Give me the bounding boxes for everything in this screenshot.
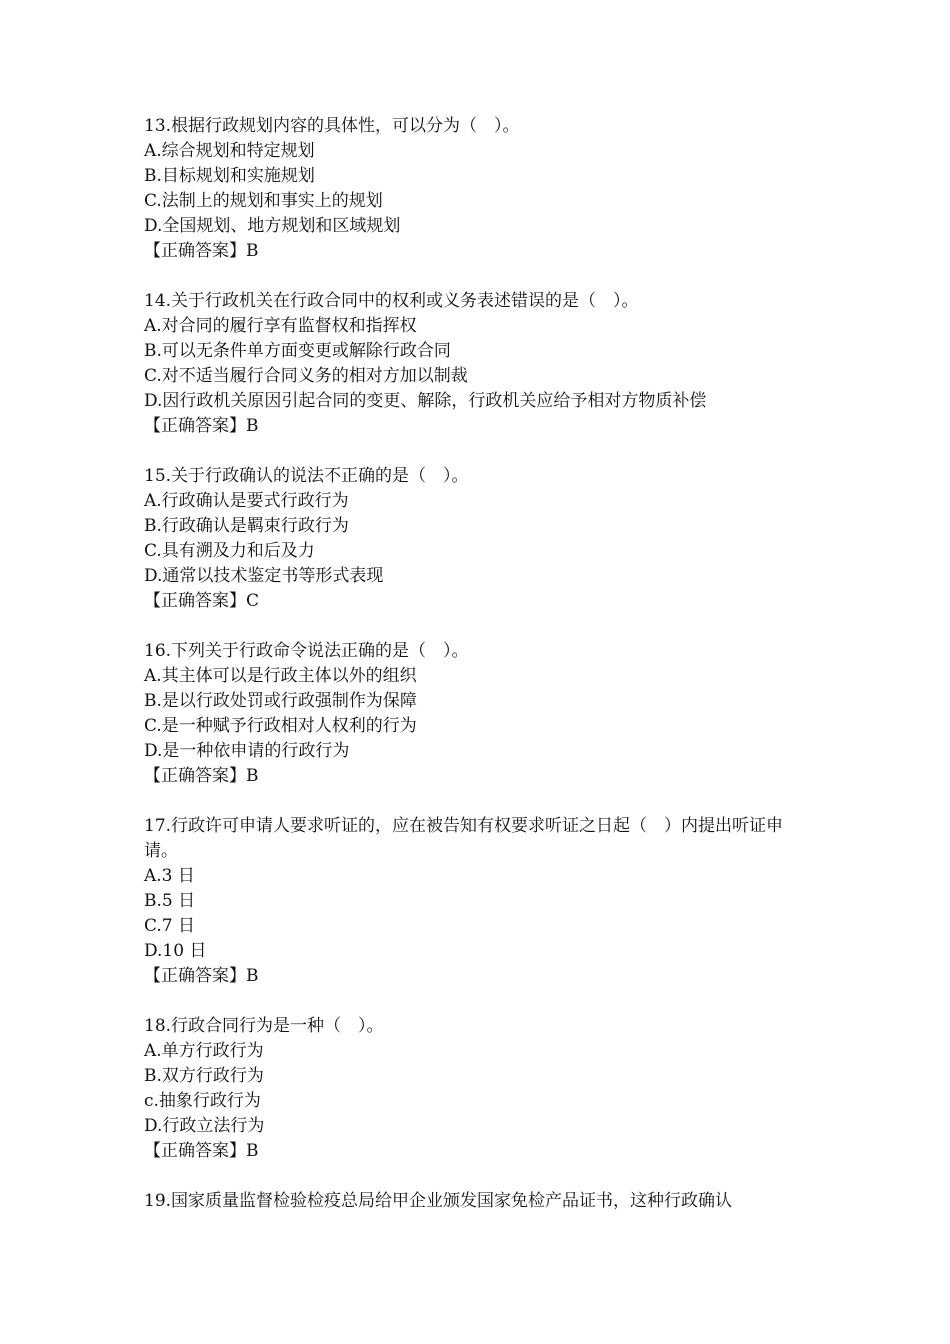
question-13 — [144, 114, 814, 264]
question-stem: 15.关于行政确认的说法不正确的是（ ）。 — [144, 466, 469, 486]
option-a: A.综合规划和特定规划 — [144, 141, 315, 161]
option-a: A.行政确认是要式行政行为 — [144, 491, 349, 511]
question-stem: 19.国家质量监督检验检疫总局给甲企业颁发国家免检产品证书，这种行政确认 — [144, 1191, 733, 1211]
option-c: C.是一种赋予行政相对人权利的行为 — [144, 716, 417, 736]
option-b: B.目标规划和实施规划 — [144, 166, 315, 186]
correct-answer: 【正确答案】C — [144, 591, 260, 611]
option-d: D.行政立法行为 — [144, 1116, 265, 1136]
option-c: C.7 日 — [144, 916, 196, 936]
option-c: C.对不适当履行合同义务的相对方加以制裁 — [144, 366, 468, 386]
option-d: D.全国规划、地方规划和区域规划 — [144, 216, 401, 236]
option-d: D.10 日 — [144, 941, 207, 961]
option-d: D.通常以技术鉴定书等形式表现 — [144, 566, 384, 586]
option-a: A.对合同的履行享有监督权和指挥权 — [144, 316, 417, 336]
option-d: D.因行政机关原因引起合同的变更、解除，行政机关应给予相对方物质补偿 — [144, 391, 707, 411]
option-b: B.5 日 — [144, 891, 196, 911]
option-c: c.抽象行政行为 — [144, 1091, 261, 1111]
question-stem: 13.根据行政规划内容的具体性，可以分为（ ）。 — [144, 116, 520, 136]
option-b: B.双方行政行为 — [144, 1066, 264, 1086]
question-15 — [144, 464, 814, 614]
question-stem: 17.行政许可申请人要求听证的，应在被告知有权要求听证之日起（ ）内提出听证申请。 — [144, 816, 784, 861]
question-stem: 18.行政合同行为是一种（ ）。 — [144, 1016, 384, 1036]
correct-answer: 【正确答案】B — [144, 241, 259, 261]
correct-answer: 【正确答案】B — [144, 766, 259, 786]
question-19 — [144, 1189, 814, 1214]
question-18 — [144, 1014, 814, 1164]
option-c: C.具有溯及力和后及力 — [144, 541, 315, 561]
option-a: A.3 日 — [144, 866, 195, 886]
option-a: A.单方行政行为 — [144, 1041, 264, 1061]
correct-answer: 【正确答案】B — [144, 966, 259, 986]
question-list — [144, 114, 814, 1214]
option-b: B.行政确认是羁束行政行为 — [144, 516, 349, 536]
question-stem: 16.下列关于行政命令说法正确的是（ ）。 — [144, 641, 469, 661]
option-c: C.法制上的规划和事实上的规划 — [144, 191, 383, 211]
question-14 — [144, 289, 814, 439]
option-b: B.可以无条件单方面变更或解除行政合同 — [144, 341, 451, 361]
correct-answer: 【正确答案】B — [144, 1141, 259, 1161]
question-17 — [144, 814, 814, 989]
correct-answer: 【正确答案】B — [144, 416, 259, 436]
question-16 — [144, 639, 814, 789]
option-b: B.是以行政处罚或行政强制作为保障 — [144, 691, 417, 711]
option-a: A.其主体可以是行政主体以外的组织 — [144, 666, 417, 686]
question-stem: 14.关于行政机关在行政合同中的权利或义务表述错误的是（ ）。 — [144, 291, 639, 311]
option-d: D.是一种依申请的行政行为 — [144, 741, 350, 761]
